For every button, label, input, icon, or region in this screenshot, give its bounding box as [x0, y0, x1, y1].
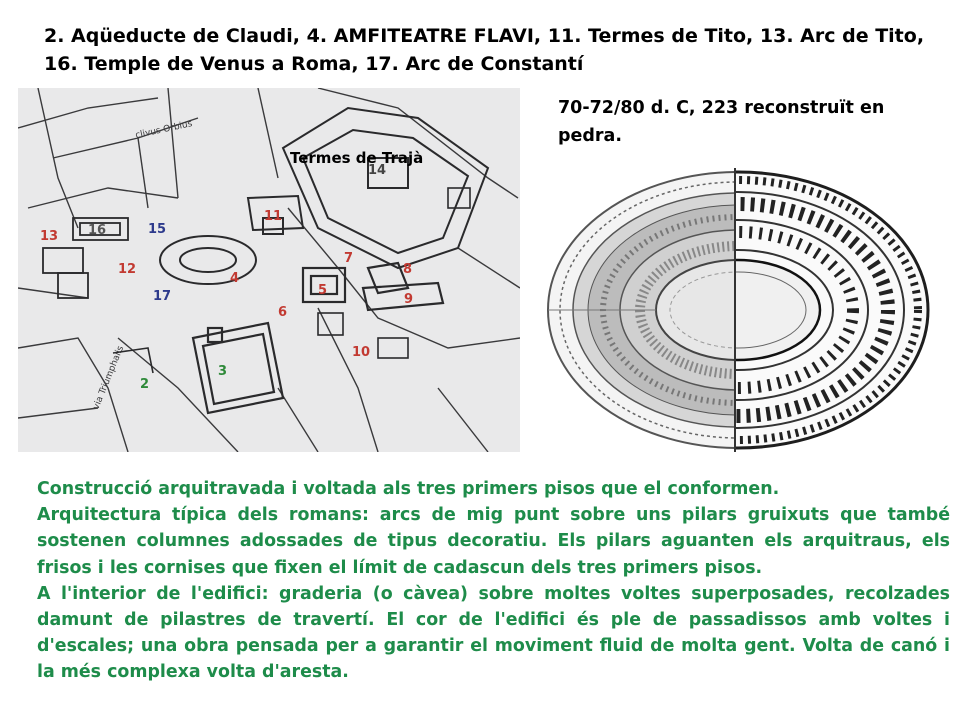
- date-caption: 70-72/80 d. C, 223 reconstruït en pedra.: [558, 98, 885, 146]
- street-label-clivus: clivus Orbius: [134, 119, 194, 141]
- map-small-buildings: [113, 188, 470, 373]
- ludus-square-3: [193, 323, 283, 413]
- map-number-9: 9: [404, 292, 414, 307]
- map-number-8: 8: [403, 262, 413, 277]
- map-number-12: 12: [118, 262, 137, 277]
- map-number-17: 17: [153, 289, 172, 304]
- map-number-4: 4: [230, 271, 240, 286]
- map-number-6: 6: [278, 305, 288, 320]
- map-number-2: 2: [140, 377, 150, 392]
- rome-map: [18, 88, 520, 452]
- description-paragraph: Arquitectura típica dels romans: arcs de mig punt sobre uns pilars gruixuts que també sostenen columnes adossades de tipus decoratiu. Els pilars aguanten els arquitraus, els frisos i les cornises que fixen el límit de cadascun dels tres primers pisos.: [37, 505, 950, 578]
- map-number-3: 3: [218, 364, 228, 379]
- street-label-triumphalis: via Triumphalis: [91, 344, 127, 412]
- map-streets: [18, 88, 520, 452]
- map-number-5: 5: [318, 283, 328, 298]
- map-number-10: 10: [352, 345, 371, 360]
- description-text: [37, 476, 950, 686]
- page-title: 2. Aqüeducte de Claudi, 4. AMFITEATRE FLAVI, 11. Termes de Tito, 13. Arc de Tito, 16. Temple de Venus a Roma, 17. Arc de Constantí: [44, 25, 925, 75]
- map-number-14: 14: [368, 163, 387, 178]
- map-number-11: 11: [264, 209, 283, 224]
- description-paragraph: Construcció arquitravada i voltada als tres primers pisos que el conformen.: [37, 479, 780, 499]
- map-number-15: 15: [148, 222, 167, 237]
- description-paragraph: A l'interior de l'edifici: graderia (o càvea) sobre moltes voltes superposades, recolzades damunt de pilastres de travertí. El cor de l'edifici és ple de passadissos amb voltes i d'escales; una obra pensada per a garantir el moviment fluid de molta gent. Volta de canó i la més complexa volta d'aresta.: [37, 583, 950, 683]
- map-number-13: 13: [40, 229, 59, 244]
- map-label-termes-traja: Termes de Trajà: [290, 149, 424, 167]
- map-number-7: 7: [344, 251, 354, 266]
- map-number-16: 16: [88, 223, 107, 238]
- colosseum-plan: [538, 160, 948, 460]
- amphitheatre-ellipse: [160, 236, 256, 284]
